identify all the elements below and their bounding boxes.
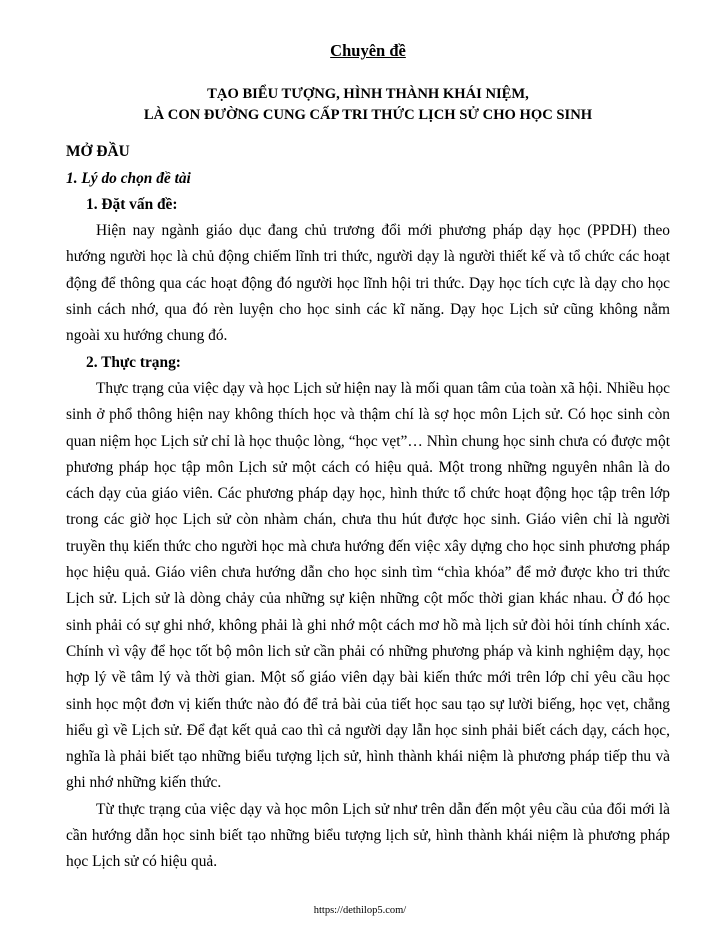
footer-url[interactable]: https://dethilop5.com/ bbox=[313, 905, 407, 916]
document-heading: Chuyên đề bbox=[330, 41, 406, 60]
paragraph-2: Thực trạng của việc dạy và học Lịch sử hiện nay là mối quan tâm của toàn xã hội. Nhiều học sinh ở phổ thông hiện nay không thích học và thậm chí là sợ học môn Lịch sử. Có học sinh còn quan niệm học Lịch sử chỉ là học thuộc lòng, “học vẹt”… Nhìn chung học sinh chưa có được một phương pháp học tập môn Lịch sử một cách có hiệu quả. Một trong những nguyên nhân là do cách dạy của giáo viên. Các phương pháp dạy học, hình thức tổ chức hoạt động học tập trên lớp trong các giờ học Lịch sử còn nhàm chán, chưa thu hút được học sinh. Giáo viên chỉ là người truyền thụ kiến thức cho người học mà chưa hướng đến việc xây dựng cho học sinh phương pháp học hiệu quả. Giáo viên chưa hướng dẫn cho học sinh tìm “chìa khóa” để mở được kho tri thức Lịch sử. Lịch sử là dòng chảy của những sự kiện những cột mốc thời gian khác nhau. Ở đó học sinh phải có sự ghi nhớ, không phải là ghi nhớ một cách mơ hồ mà lịch sử đòi hỏi tính chính xác. Chính vì vậy để học tốt bộ môn lich sử cần phải có những phương pháp và kinh nghiệm dạy, học hợp lý về tâm lý và thời gian. Một số giáo viên dạy bài kiến thức mới trên lớp chỉ yêu cầu học sinh học một đơn vị kiến thức nào đó để trả bài của tiết học sau tạo sự lười biếng, học vẹt, chẳng hiểu gì về Lịch sử. Để đạt kết quả cao thì cả người dạy lẫn học sinh phải biết cách dạy, cách học, nghĩa là phải biết tạo những biểu tượng lịch sử, hình thành khái niệm là phương pháp tiếp thu và ghi nhớ những kiến thức. bbox=[66, 379, 670, 792]
paragraph-3: Từ thực trạng của việc dạy và học môn Lịch sử như trên dẫn đến một yêu cầu của đổi mới là cần hướng dẫn học sinh biết tạo những biểu tượng lịch sử, hình thành khái niệm là phương pháp học Lịch sử có hiệu quả. bbox=[66, 800, 670, 871]
item-heading-1: 1. Đặt vấn đề: bbox=[86, 195, 178, 213]
title-line-2: LÀ CON ĐƯỜNG CUNG CẤP TRI THỨC LỊCH SỬ CHO HỌC SINH bbox=[143, 107, 593, 124]
title-line-1: TẠO BIỂU TƯỢNG, HÌNH THÀNH KHÁI NIỆM, bbox=[207, 86, 529, 103]
paragraph-1: Hiện nay ngành giáo dục đang chủ trương đổi mới phương pháp dạy học (PPDH) theo hướng người học là chủ động chiếm lĩnh tri thức, người dạy là người thiết kế và tổ chức các hoạt động để thông qua các hoạt động đó người học lĩnh hội tri thức. Dạy học tích cực là dạy cho học sinh cách nhớ, qua đó rèn luyện cho học sinh các kĩ năng. Dạy học Lịch sử cũng không nằm ngoài xu hướng chung đó. bbox=[66, 222, 670, 345]
item-heading-2: 2. Thực trạng: bbox=[86, 353, 181, 371]
section-heading: MỞ ĐẦU bbox=[66, 143, 130, 161]
subsection-heading: 1. Lý do chọn đề tài bbox=[66, 169, 191, 187]
document-page bbox=[66, 38, 670, 876]
document-title bbox=[66, 84, 670, 126]
